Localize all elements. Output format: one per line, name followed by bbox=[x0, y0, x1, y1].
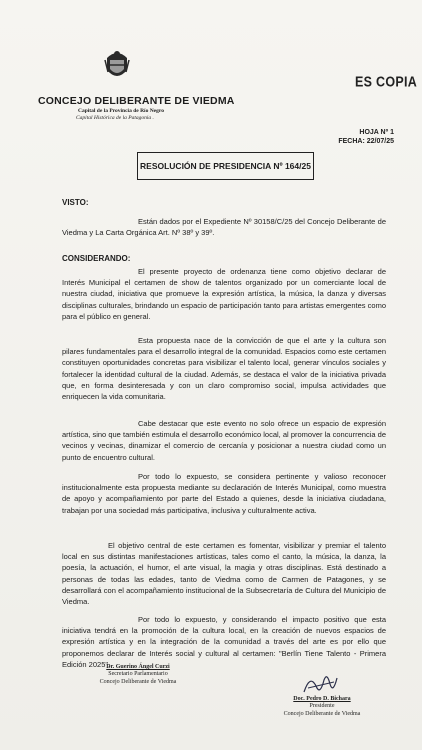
coat-of-arms-icon bbox=[103, 48, 131, 82]
resolution-title: RESOLUCIÓN DE PRESIDENCIA Nº 164/25 bbox=[140, 161, 311, 171]
considerando-paragraph-2: Esta propuesta nace de la convicción de que el arte y la cultura son pilares fundamentales para el desarrollo integral de la comunidad. Espacios como este certamen constituyen oportunidades concretas para visibilizar el talento local, generar vínculos sociales y fortalecer la identidad cultural de la ciudad. Además, se destaca el valor de la iniciativa privada que, en forma desinteresada y con un claro compromiso social, impulsa actividades que enriquecen la vida comunitaria. bbox=[62, 336, 386, 402]
org-name: CONCEJO DELIBERANTE DE VIEDMA bbox=[38, 95, 235, 107]
president-institution: Concejo Deliberante de Viedma bbox=[283, 711, 361, 717]
signature-block-president bbox=[262, 671, 382, 718]
considerando-paragraph-3: Cabe destacar que este evento no solo ofrece un espacio de expresión artística, sino que también estimula el desarrollo económico local, al promover la concurrencia de vecinos y vecinas, dinamizar el comercio de cercanía y posicionar a nuestra ciudad como un punto de encuentro cultural. bbox=[62, 419, 386, 462]
resolution-title-box bbox=[137, 152, 314, 180]
considerando-paragraph-1: El presente proyecto de ordenanza tiene como objetivo declarar de Interés Municipal el certamen de show de talentos organizado por un comerciante local de nuestra ciudad, iniciativa que promueve la expresión artística, la música, la danza y diversas disciplinas culturales, brindando un espacio de participación tanto para artistas emergentes como para el público en general. bbox=[62, 267, 386, 321]
considerando-paragraph-5: El objetivo central de este certamen es fomentar, visibilizar y premiar el talento local en sus distintas manifestaciones artísticas, tales como el canto, la música, la danza, la poesía, la actuación, el humor, el arte visual, la magia y otras disciplinas. Está destinado a personas de todas las edades, tanto de Viedma como de Carmen de Patagones, y se desarrollará con el acompañamiento institucional de la Subsecretaría de Cultura del Municipio de Viedma. bbox=[62, 541, 386, 607]
president-role: Presidente bbox=[309, 703, 335, 709]
org-subtitle-historic: Capital Histórica de la Patagonia . bbox=[76, 115, 154, 121]
considerando-paragraph-4: Por todo lo expuesto, se considera pertinente y valioso reconocer institucionalmente esta propuesta mediante su declaración de Interés Municipal, como muestra de apoyo y acompañamiento por parte del Estado a quienes, desde la iniciativa ciudadana, trabajan por una sociedad más participativa, inclusiva y culturalmente activa. bbox=[62, 472, 386, 515]
visto-heading: VISTO: bbox=[62, 198, 89, 207]
visto-paragraph: Están dados por el Expediente Nº 30158/C/25 del Concejo Deliberante de Viedma y La Carta Orgánica Art. Nº 38º y 39º. bbox=[62, 217, 386, 238]
secretary-role: Secretario Parlamentario bbox=[108, 671, 168, 677]
signature-block-secretary bbox=[88, 664, 188, 686]
considerando-heading: CONSIDERANDO: bbox=[62, 254, 131, 263]
copy-stamp: ES COPIA bbox=[355, 74, 418, 91]
secretary-name: Dr. Guerino Ángel Curzi bbox=[106, 664, 170, 670]
org-subtitle-capital: Capital de la Provincia de Río Negro bbox=[78, 108, 164, 114]
president-name: Doc. Pedro D. Bichara bbox=[293, 696, 351, 702]
considerando-paragraph-6: Por todo lo expuesto, y considerando el impacto positivo que esta iniciativa tendrá en la promoción de la cultura local, en la creación de nuevos espacios de expresión artística y en la integración de la comunidad a través del arte es por ello que proponemos declarar de Interés social y cultural al certamen: "Berlín Tiene Talento - Primera Edición 2025". bbox=[62, 615, 386, 669]
sheet-number: HOJA Nº 1 bbox=[359, 129, 394, 136]
secretary-institution: Concejo Deliberante de Viedma bbox=[99, 679, 177, 685]
document-date: FECHA: 22/07/25 bbox=[338, 138, 394, 145]
